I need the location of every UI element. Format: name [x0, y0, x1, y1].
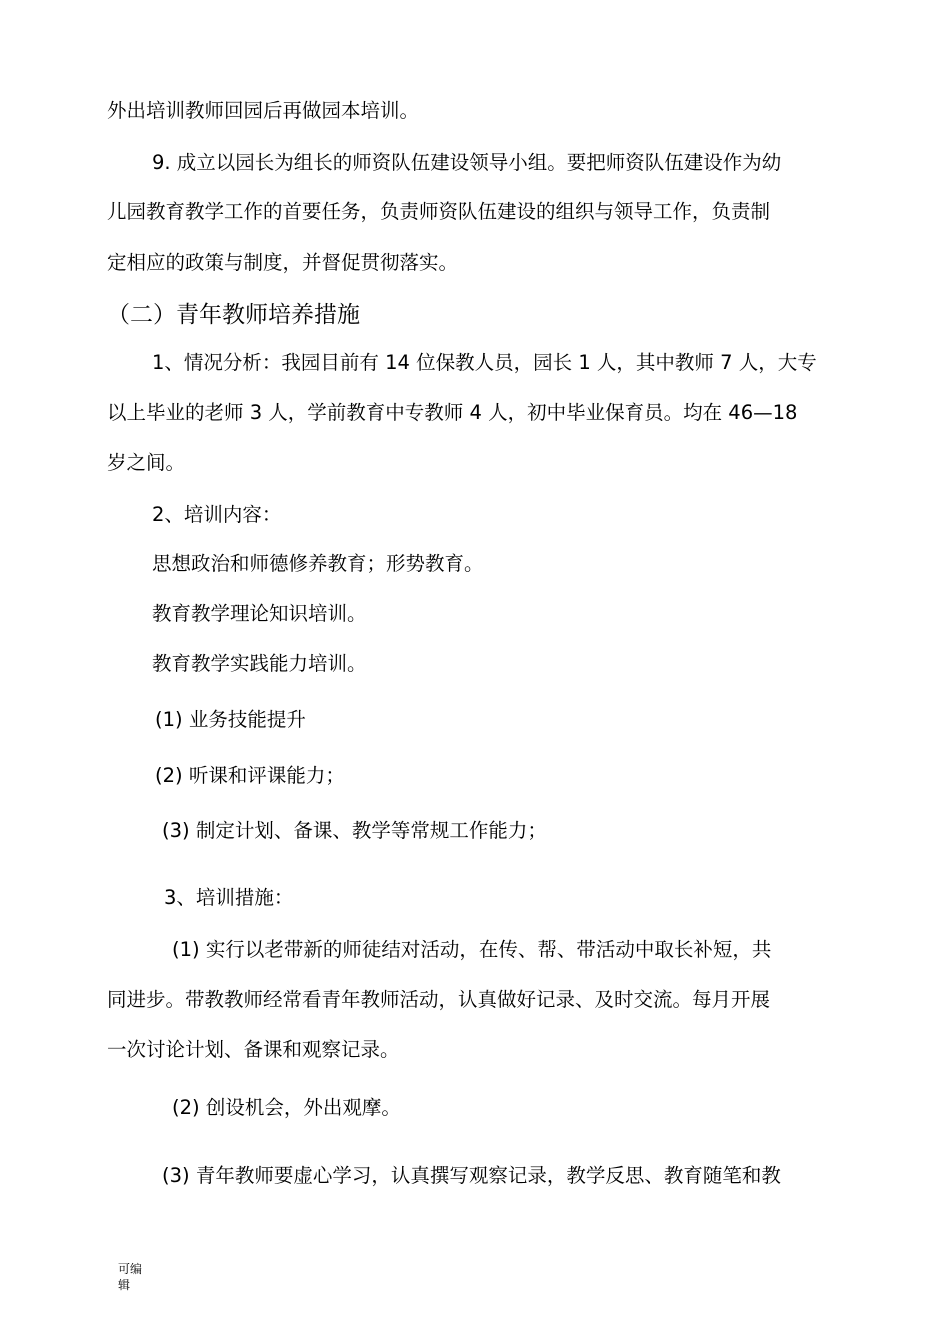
paragraph-line-9: 2、培训内容： — [152, 503, 282, 526]
paragraph-line-12: 教育教学实践能力培训。 — [152, 652, 367, 675]
paragraph-line-3: 儿园教育教学工作的首要任务，负责师资队伍建设的组织与领导工作，负责制 — [107, 200, 771, 223]
paragraph-line-10: 思想政治和师德修养教育；形势教育。 — [152, 552, 484, 575]
paragraph-line-11: 教育教学理论知识培训。 — [152, 602, 367, 625]
footer-editable-note: 可编辑 — [118, 1262, 143, 1292]
paragraph-line-4: 定相应的政策与制度，并督促贯彻落实。 — [107, 251, 459, 274]
paragraph-line-6: 1、情况分析：我园目前有 14 位保教人员，园长 1 人，其中教师 7 人，大专 — [152, 351, 817, 374]
paragraph-line-1: 外出培训教师回园后再做园本培训。 — [107, 99, 420, 122]
paragraph-line-21: (3) 青年教师要虚心学习，认真撰写观察记录，教学反思、教育随笔和教 — [162, 1164, 781, 1187]
paragraph-line-16: 3、培训措施： — [164, 886, 294, 909]
paragraph-line-7: 以上毕业的老师 3 人，学前教育中专教师 4 人，初中毕业保育员。均在 46—18 — [107, 401, 798, 424]
list-item-1: (1) 业务技能提升 — [155, 708, 306, 731]
paragraph-line-8: 岁之间。 — [107, 451, 186, 474]
paragraph-line-19: 一次讨论计划、备课和观察记录。 — [107, 1038, 400, 1061]
paragraph-line-2: 9. 成立以园长为组长的师资队伍建设领导小组。要把师资队伍建设作为幼 — [152, 151, 782, 174]
list-item-2: (2) 听课和评课能力； — [155, 764, 345, 787]
list-item-3: (3) 制定计划、备课、教学等常规工作能力； — [162, 819, 547, 842]
paragraph-line-20: (2) 创设机会，外出观摩。 — [172, 1096, 401, 1119]
paragraph-line-18: 同进步。带教教师经常看青年教师活动，认真做好记录、及时交流。每月开展 — [107, 988, 771, 1011]
paragraph-line-17: (1) 实行以老带新的师徒结对活动，在传、帮、带活动中取长补短，共 — [172, 938, 772, 961]
section-heading: （二）青年教师培养措施 — [107, 302, 360, 328]
